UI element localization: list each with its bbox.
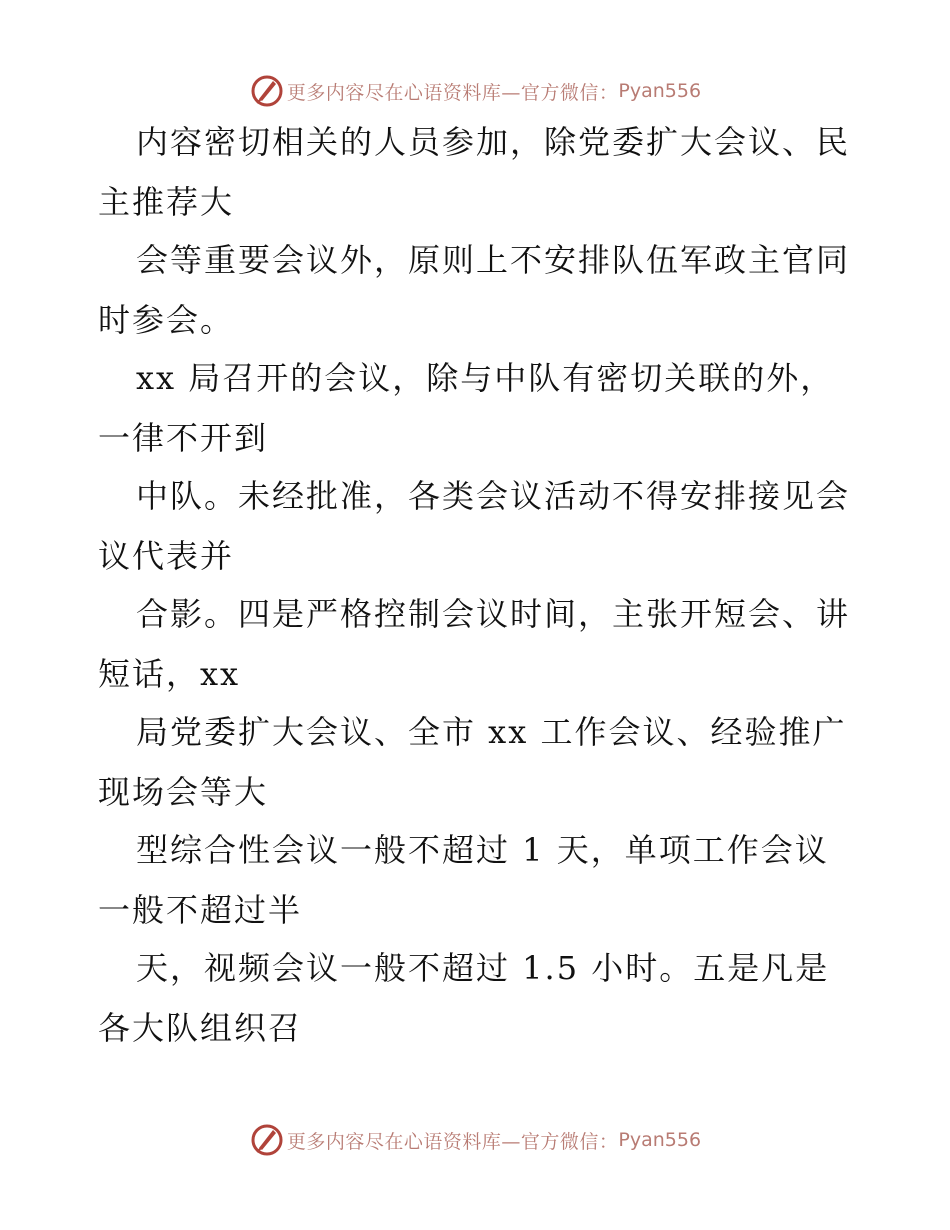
body-line: 会等重要会议外，原则上不安排队伍军政主官同: [136, 241, 851, 279]
body-line: 一般不超过半: [98, 891, 303, 929]
footer-banner-text: 更多内容尽在心语资料库—官方微信：: [286, 1130, 619, 1153]
quill-logo-icon: [249, 73, 285, 109]
footer-banner-contact: Pyan556: [618, 1129, 702, 1151]
body-line: 一律不开到: [98, 419, 269, 457]
body-line: xx 局召开的会议，除与中队有密切关联的外，: [136, 359, 835, 397]
footer-banner: [0, 1120, 950, 1160]
body-line: 各大队组织召: [98, 1009, 303, 1047]
body-line: 时参会。: [98, 301, 235, 339]
header-banner-contact: Pyan556: [618, 80, 702, 102]
body-line: 局党委扩大会议、全市 xx 工作会议、经验推广: [136, 713, 847, 751]
body-line: 中队。未经批准，各类会议活动不得安排接见会: [136, 477, 851, 515]
body-line: 内容密切相关的人员参加，除党委扩大会议、民: [136, 123, 851, 161]
body-line: 主推荐大: [98, 183, 235, 221]
quill-logo-icon: [249, 1122, 285, 1158]
body-line: 天，视频会议一般不超过 1.5 小时。五是凡是: [136, 949, 830, 987]
body-line: 现场会等大: [98, 773, 269, 811]
body-line: 短话，xx: [98, 655, 241, 693]
body-line: 型综合性会议一般不超过 1 天，单项工作会议: [136, 831, 829, 869]
body-line: 议代表并: [98, 537, 235, 575]
header-banner-text: 更多内容尽在心语资料库—官方微信：: [286, 81, 619, 104]
body-line: 合影。四是严格控制会议时间，主张开短会、讲: [136, 595, 851, 633]
header-banner: [0, 71, 950, 111]
